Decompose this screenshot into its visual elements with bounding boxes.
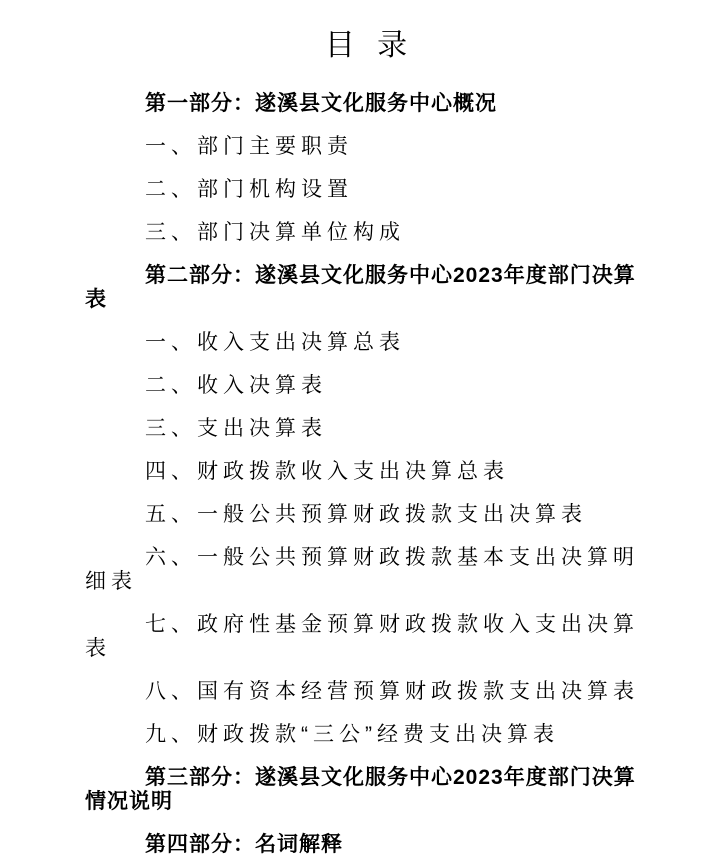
toc-item-16: 第四部分：名词解释 [145,833,343,856]
page-title: 目 录 [324,29,410,62]
toc-item-14: 九、财政拨款“三公”经费支出决算表 [145,723,559,746]
toc-item-4: 三、部门决算单位构成 [145,221,405,244]
toc-item-3: 二、部门机构设置 [145,178,353,201]
toc-item-6: 一、收入支出决算总表 [145,331,405,354]
toc-item-8: 三、支出决算表 [145,417,327,440]
toc-item-13: 八、国有资本经营预算财政拨款支出决算表 [145,680,639,703]
toc-item-9: 四、财政拨款收入支出决算总表 [145,460,509,483]
toc-item-12: 七、政府性基金预算财政拨款收入支出决算表 [85,613,639,660]
toc-item-10: 五、一般公共预算财政拨款支出决算表 [145,503,587,526]
toc-item-5: 第二部分：遂溪县文化服务中心2023年度部门决算表 [85,264,636,311]
toc-item-7: 二、收入决算表 [145,374,327,397]
toc-item-2: 一、部门主要职责 [145,135,353,158]
toc-list [85,92,649,857]
toc-item-11: 六、一般公共预算财政拨款基本支出决算明细表 [85,546,639,593]
toc-item-1: 第一部分：遂溪县文化服务中心概况 [145,92,497,115]
toc-item-15: 第三部分：遂溪县文化服务中心2023年度部门决算情况说明 [85,766,636,813]
